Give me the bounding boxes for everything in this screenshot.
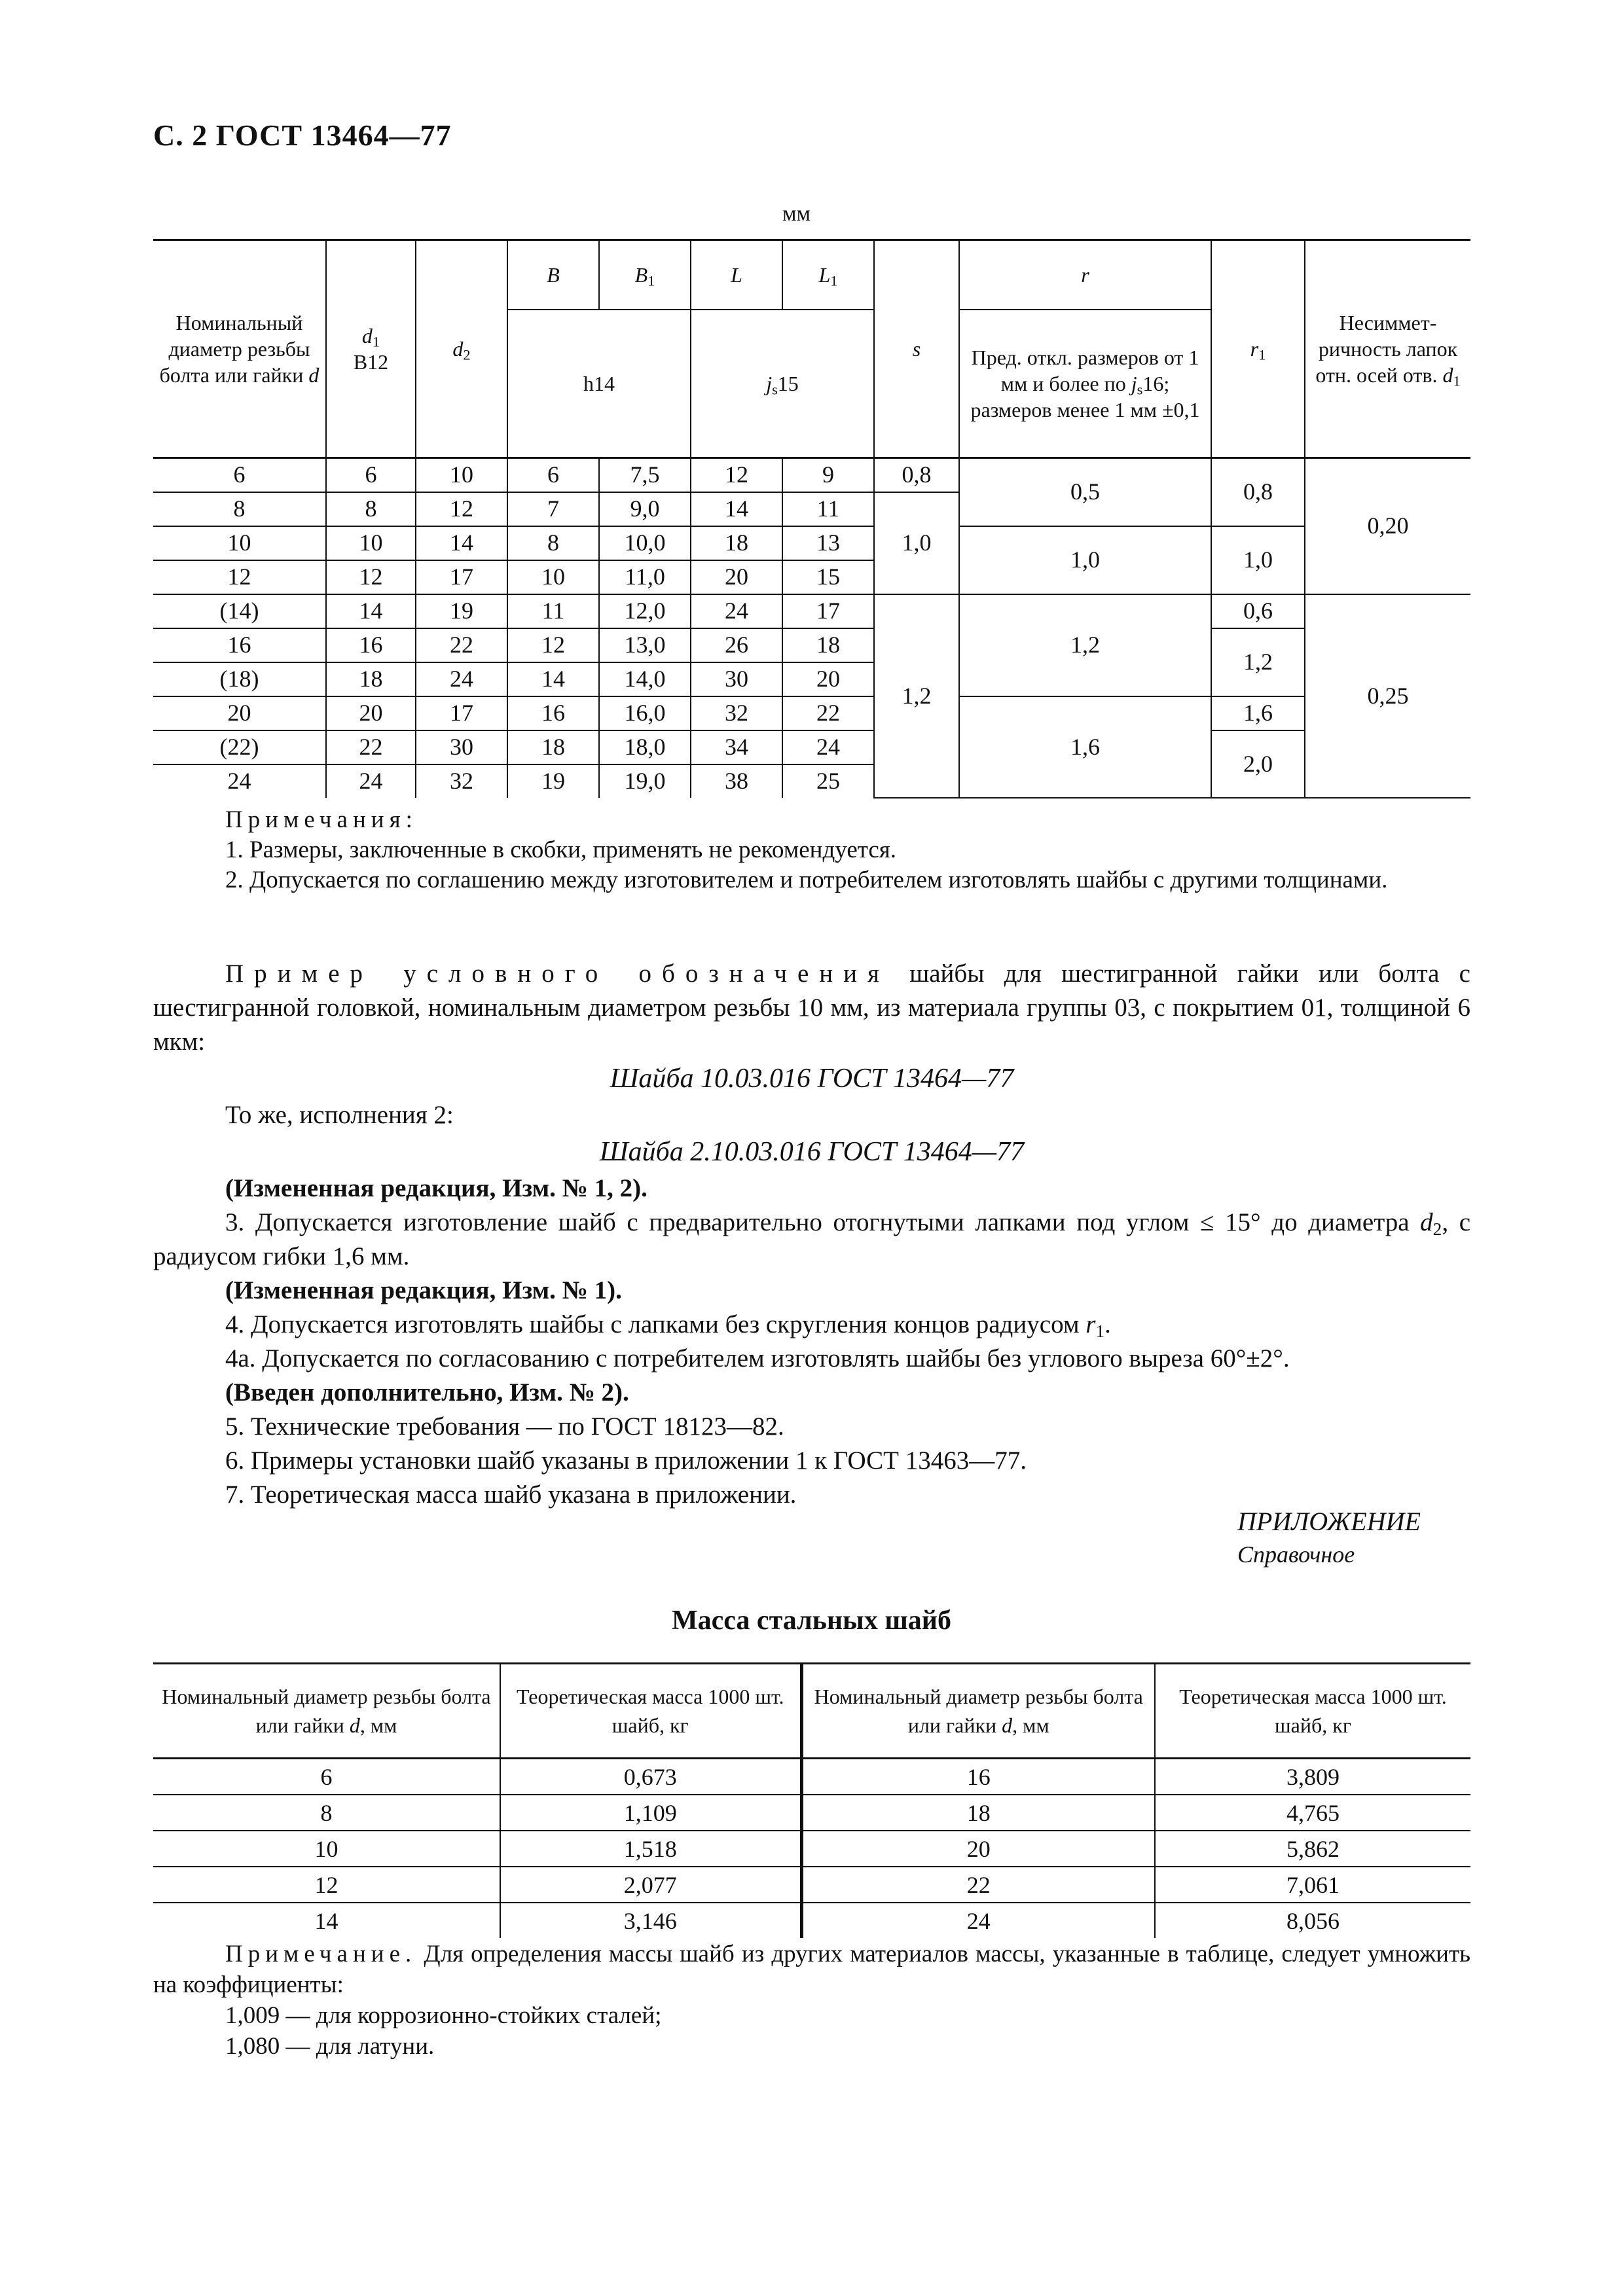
clause-6: 6. Примеры установки шайб указаны в приложении 1 к ГОСТ 13463—77.	[225, 1446, 1027, 1475]
annex-subtitle: Справочное	[1237, 1541, 1355, 1568]
r-value: 0,5	[959, 458, 1211, 527]
r1-value: 1,0	[1211, 526, 1305, 594]
col-asymmetry: Несимметричность лапок отн. осей отв. $d_1$	[1305, 240, 1470, 458]
units-label: мм	[782, 202, 811, 226]
table-row: 6 6 10 6 7,5 12 9 0,8 0,5 0,8 0,20	[153, 458, 1470, 493]
col-B1: $B_1$	[599, 240, 691, 310]
r1-value: 1,2	[1211, 628, 1305, 696]
col-r1: $r_1$	[1211, 240, 1305, 458]
tolerance-js15: $j_s15$	[691, 310, 874, 458]
col-r: r	[959, 240, 1211, 310]
table-row: 16 16 22 12 13,0 26 18 1,2	[153, 628, 1470, 662]
col-s: s	[874, 240, 959, 458]
table-row: 8 1,109 18 4,765	[153, 1795, 1470, 1831]
col-theoretical-mass: Теоретическая масса 1000 шт. шайб, кг	[500, 1664, 801, 1759]
example-lead: Пример условного обозначения	[225, 960, 890, 988]
note-1: 1. Размеры, заключенные в скобки, применять не рекомендуется.	[225, 836, 897, 863]
asymmetry-value: 0,25	[1305, 594, 1470, 798]
s-value: 0,8	[874, 458, 959, 493]
mass-table	[153, 1662, 1470, 1938]
same-execution-2: То же, исполнения 2:	[225, 1101, 454, 1129]
dimensions-table	[153, 239, 1470, 798]
table-row: 10 10 14 8 10,0 18 13 1,0 1,0	[153, 526, 1470, 560]
annex-note-lead: Примечание.	[225, 1941, 417, 1967]
col-nominal-diameter: Номинальный диаметр резьбы болта или гайки d, мм	[153, 1664, 500, 1759]
designation-2: Шайба 2.10.03.016 ГОСТ 13464—77	[599, 1137, 1025, 1167]
s-value: 1,0	[874, 492, 959, 594]
table-row: 10 1,518 20 5,862	[153, 1831, 1470, 1867]
annex-note	[153, 1939, 1470, 2062]
r-value: 1,0	[959, 526, 1211, 594]
table-row: 24 24 32 19 19,0 38 25	[153, 764, 1470, 798]
table-row: 14 3,146 24 8,056	[153, 1903, 1470, 1938]
r-value: 1,6	[959, 696, 1211, 798]
col-theoretical-mass: Теоретическая масса 1000 шт. шайб, кг	[1155, 1664, 1470, 1759]
table-row: 12 12 17 10 11,0 20 15	[153, 560, 1470, 594]
table-row: 12 2,077 22 7,061	[153, 1867, 1470, 1903]
coefficient-brass: 1,080 — для латуни.	[225, 2033, 435, 2060]
annex-label	[1237, 1505, 1421, 1571]
page-header: С. 2 ГОСТ 13464—77	[153, 118, 452, 152]
col-d2: $d_2$	[416, 240, 507, 458]
amendment-note: (Измененная редакция, Изм. № 1).	[225, 1276, 622, 1304]
col-L: L	[691, 240, 782, 310]
note-2: 2. Допускается по соглашению между изготовителем и потребителем изготовлять шайбы с другими толщинами.	[225, 867, 1388, 893]
designation-1: Шайба 10.03.016 ГОСТ 13464—77	[610, 1064, 1014, 1094]
annex-title: ПРИЛОЖЕНИЕ	[1237, 1507, 1421, 1536]
asymmetry-value: 0,20	[1305, 458, 1470, 595]
designation-example	[153, 957, 1470, 1512]
annex-note-text: Для определения массы шайб из других материалов массы, указанные в таблице, следует умножить на коэффициенты:	[153, 1941, 1470, 1998]
col-B: B	[507, 240, 599, 310]
col-nominal-diameter: Номинальный диаметр резьбы болта или гайки d	[153, 240, 326, 458]
table-row: (14) 14 19 11 12,0 24 17 1,2 1,2 0,6 0,25	[153, 594, 1470, 628]
r1-value: 2,0	[1211, 730, 1305, 798]
clause-5: 5. Технические требования — по ГОСТ 18123—82.	[225, 1412, 784, 1441]
clause-4: 4. Допускается изготовлять шайбы с лапками без скругления концов радиусом $r_1$.	[225, 1310, 1111, 1341]
r1-value: 0,6	[1211, 594, 1305, 628]
s-value: 1,2	[874, 594, 959, 798]
clause-7: 7. Теоретическая масса шайб указана в приложении.	[225, 1480, 797, 1509]
table-row: 8 8 12 7 9,0 14 11 1,0	[153, 492, 1470, 526]
table-row: (22) 22 30 18 18,0 34 24 2,0	[153, 730, 1470, 764]
clause-4a: 4а. Допускается по согласованию с потребителем изготовлять шайбы без углового выреза 60°±2°.	[225, 1344, 1290, 1372]
clause-3: 3. Допускается изготовление шайб с предварительно отогнутыми лапками под углом ≤ 15° до диаметра $d_2$, с радиусом гибки 1,6 мм.	[153, 1208, 1471, 1270]
table-row: 20 20 17 16 16,0 32 22 1,6 1,6	[153, 696, 1470, 730]
amendment-note: (Измененная редакция, Изм. № 1, 2).	[225, 1174, 647, 1202]
r-value: 1,2	[959, 594, 1211, 696]
amendment-note: (Введен дополнительно, Изм. № 2).	[225, 1378, 629, 1407]
mass-table-title: Масса стальных шайб	[671, 1605, 951, 1636]
r1-value: 1,6	[1211, 696, 1305, 730]
col-nominal-diameter: Номинальный диаметр резьбы болта или гайки d, мм	[801, 1664, 1155, 1759]
example-text: шайбы для шестигранной гайки или болта с шестигранной головкой, номинальным диаметром резьбы 10 мм, из материала группы 03, с покрытием 01, толщиной 6 мкм:	[153, 960, 1470, 1056]
coefficient-steel: 1,009 — для коррозионно-стойких сталей;	[225, 2002, 662, 2029]
r-tolerance-note: Пред. откл. размеров от 1 мм и более по $j_s16$; размеров менее 1 мм ±0,1	[959, 310, 1211, 458]
r1-value: 0,8	[1211, 458, 1305, 527]
notes-title: Примечания:	[225, 806, 418, 833]
table-notes	[153, 805, 1470, 895]
table-row: 6 0,673 16 3,809	[153, 1759, 1470, 1795]
col-d1: $d_1$ B12	[326, 240, 416, 458]
col-L1: $L_1$	[782, 240, 874, 310]
tolerance-h14: h14	[507, 310, 691, 458]
table-row: (18) 18 24 14 14,0 30 20	[153, 662, 1470, 696]
